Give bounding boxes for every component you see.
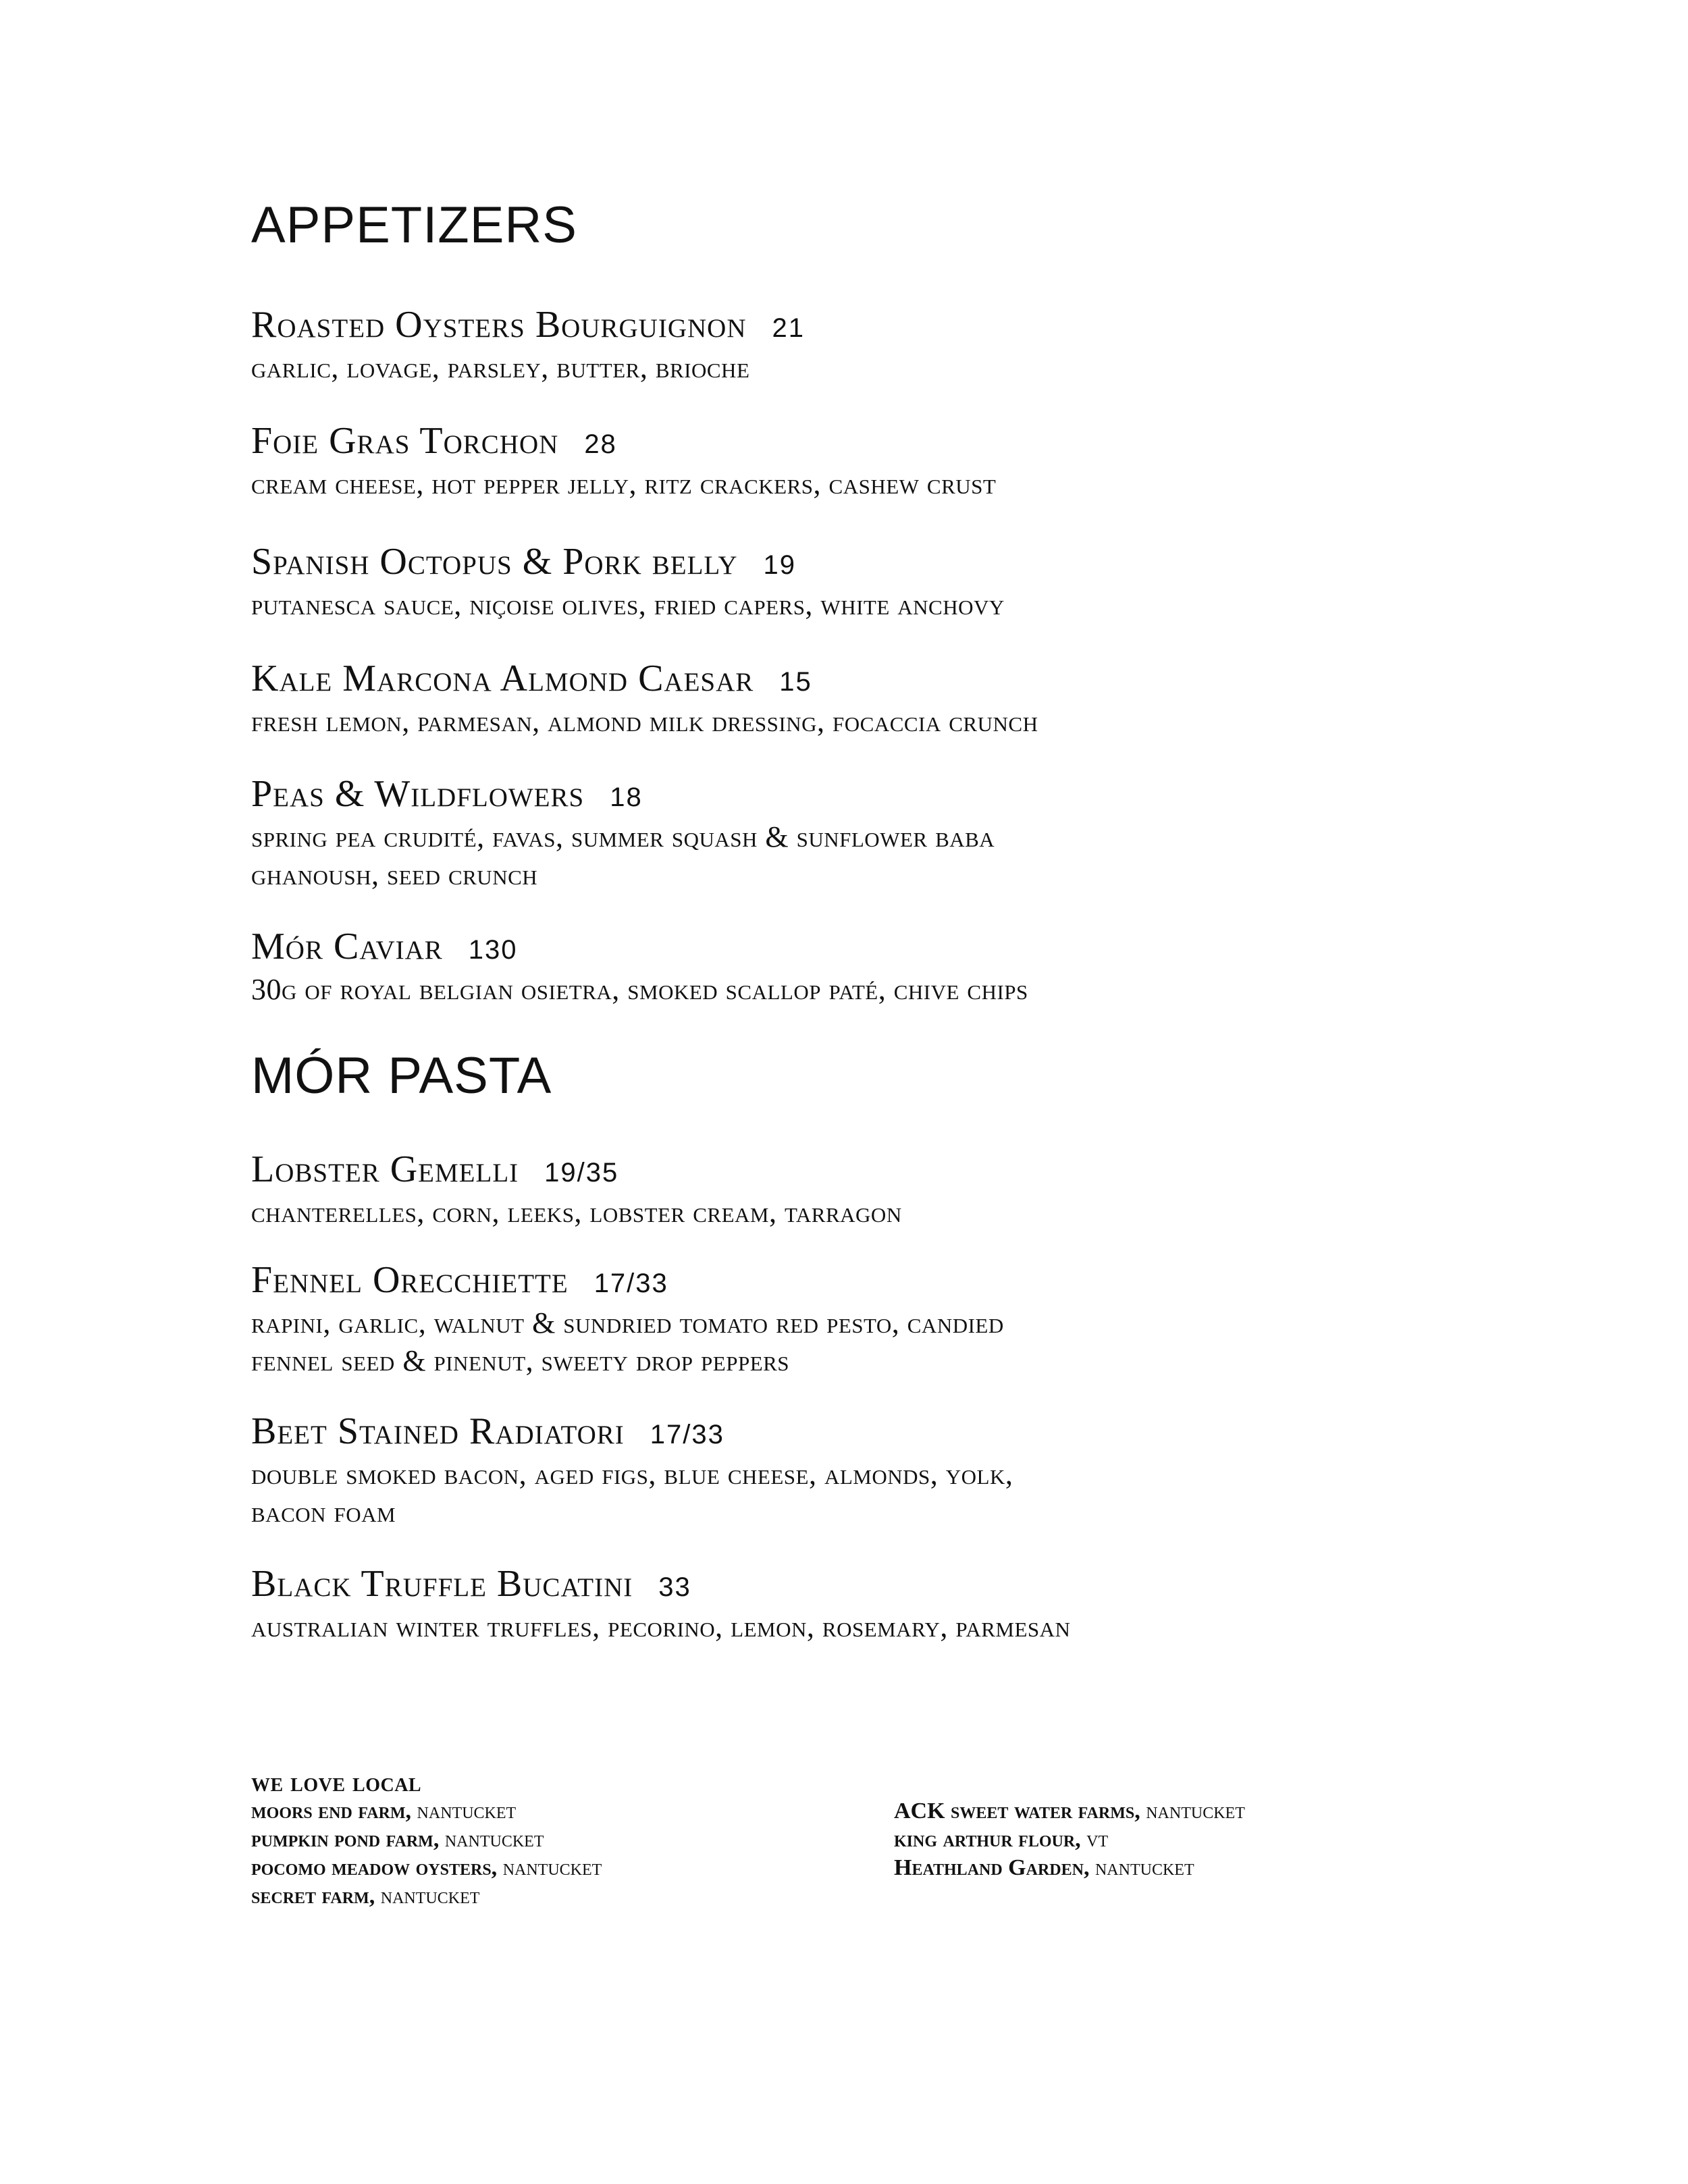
local-source: secret farm, nantucket [251, 1884, 480, 1909]
item-price: 28 [584, 429, 617, 459]
menu-item [251, 1260, 1507, 1380]
menu-item [251, 1412, 1507, 1531]
item-description: cream cheese, hot pepper jelly, ritz crackers, cashew crust [251, 467, 997, 500]
local-source: pocomo meadow oysters, nantucket [251, 1855, 602, 1880]
item-description: fennel seed & pinenut, sweety drop peppers [251, 1344, 790, 1377]
menu-item [251, 774, 1507, 894]
menu-item [251, 1150, 1507, 1231]
item-name: Fennel Orecchiette [251, 1259, 569, 1301]
local-list-left [251, 1797, 602, 1911]
local-source: pumpkin pond farm, nantucket [251, 1827, 544, 1852]
local-list-right [894, 1797, 1245, 1882]
item-price: 21 [772, 313, 805, 343]
local-source: Heathland Garden, nantucket [894, 1855, 1194, 1880]
item-price: 33 [658, 1572, 691, 1602]
local-source: king arthur flour, vt [894, 1827, 1109, 1852]
item-description: putanesca sauce, niçoise olives, fried capers, white anchovy [251, 588, 1005, 621]
item-name: Peas & Wildflowers [251, 773, 585, 815]
item-description: ghanoush, seed crunch [251, 858, 538, 891]
menu-item [251, 927, 1507, 1009]
item-price: 17/33 [594, 1269, 668, 1298]
menu-item [251, 305, 1507, 387]
item-name: Spanish Octopus & Pork belly [251, 541, 738, 583]
pasta-heading: MÓR PASTA [251, 1047, 552, 1104]
item-description: australian winter truffles, pecorino, lemon, rosemary, parmesan [251, 1610, 1071, 1643]
item-name: Kale Marcona Almond Caesar [251, 658, 754, 699]
appetizers-heading: APPETIZERS [251, 196, 577, 254]
item-description: rapini, garlic, walnut & sundried tomato red pesto, candied [251, 1306, 1004, 1339]
menu-item [251, 1564, 1507, 1646]
item-price: 17/33 [650, 1420, 724, 1449]
local-sources [251, 1767, 1507, 1932]
item-name: Black Truffle Bucatini [251, 1563, 633, 1605]
menu-item [251, 659, 1507, 741]
item-price: 130 [468, 935, 518, 965]
item-description: chanterelles, corn, leeks, lobster cream, tarragon [251, 1196, 902, 1229]
item-price: 19 [763, 550, 796, 580]
local-heading: we love local [251, 1767, 422, 1797]
item-description: double smoked bacon, aged figs, blue cheese, almonds, yolk, [251, 1458, 1013, 1491]
local-source: ACK sweet water farms, nantucket [894, 1799, 1245, 1823]
item-price: 18 [610, 782, 643, 812]
menu-item [251, 542, 1507, 624]
item-description: garlic, lovage, parsley, butter, brioche [251, 351, 750, 384]
item-name: Beet Stained Radiatori [251, 1410, 625, 1452]
item-price: 19/35 [544, 1158, 619, 1188]
item-description: bacon foam [251, 1495, 396, 1528]
menu-item [251, 421, 1507, 503]
item-price: 15 [779, 667, 812, 697]
item-name: Roasted Oysters Bourguignon [251, 304, 747, 346]
item-name: Mór Caviar [251, 926, 443, 967]
item-name: Foie Gras Torchon [251, 420, 559, 462]
item-description: 30g of royal belgian osietra, smoked scallop paté, chive chips [251, 973, 1028, 1006]
item-description: spring pea crudité, favas, summer squash & sunflower baba [251, 820, 995, 853]
local-source: moors end farm, nantucket [251, 1799, 517, 1823]
item-description: fresh lemon, parmesan, almond milk dressing, focaccia crunch [251, 705, 1038, 738]
item-name: Lobster Gemelli [251, 1148, 519, 1190]
